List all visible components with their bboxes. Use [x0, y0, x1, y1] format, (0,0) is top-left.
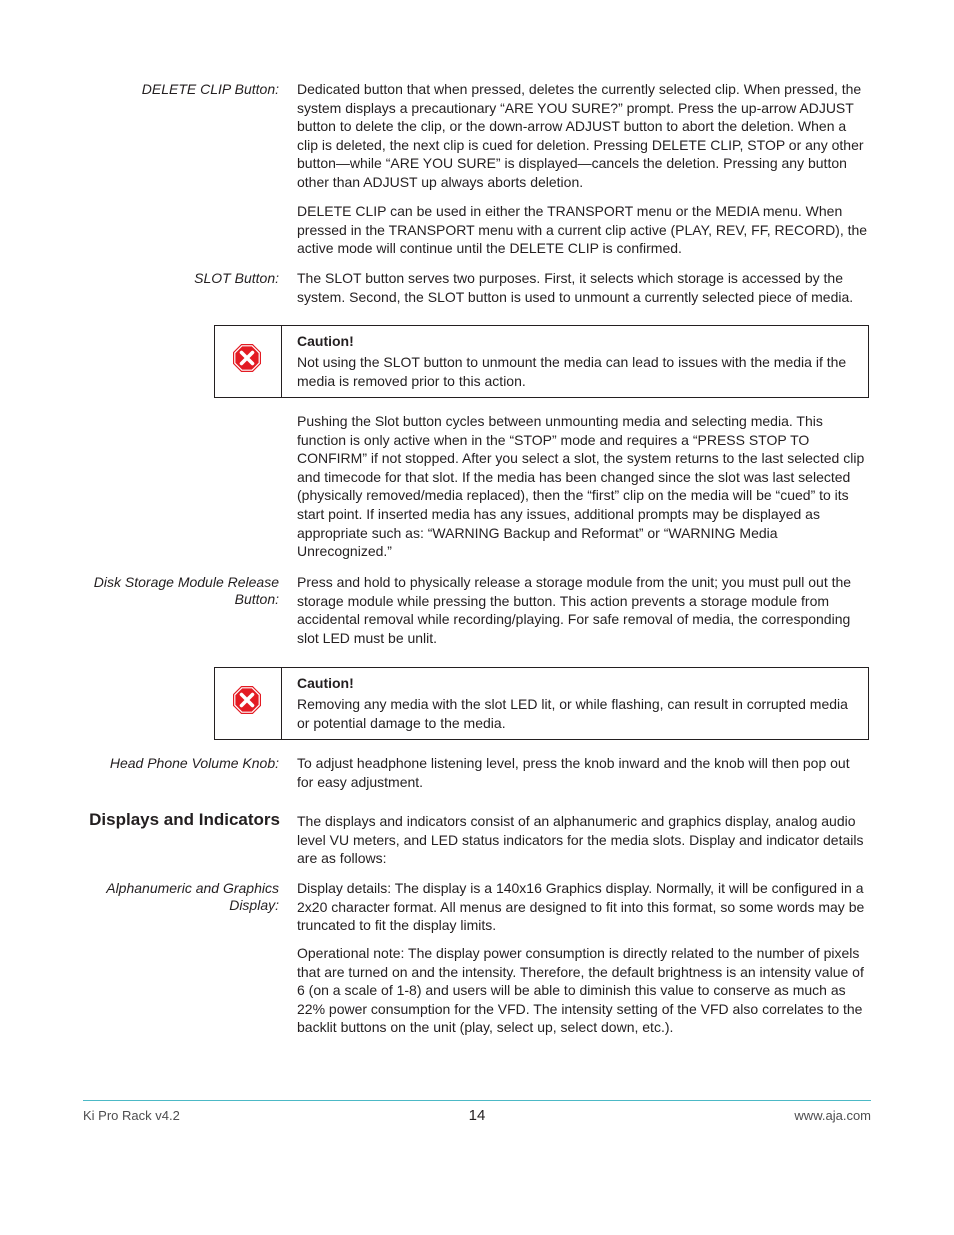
caution-title: Caution!	[297, 675, 354, 691]
slot-paragraph-1: The SLOT button serves two purposes. First, it selects which storage is accessed by the system. Second, the SLOT button is used to unmount a currently selected piece of media.	[297, 270, 854, 305]
caution-divider	[281, 326, 282, 397]
alnum-paragraph-2: Operational note: The display power consumption is directly related to the number of pixels that are turned on and the intensity. Therefore, the default brightness is an intensity value of 6 (on a scale of 1-8) and users will be able to diminish this value to conserve as much as 22% power consumption for the VFD. The intensity setting of the VFD also correlates to the backlit buttons on the unit (play, select up, select down, etc.).	[297, 945, 864, 1036]
caution-text: Removing any media with the slot LED lit, or while flashing, can result in corrupted media or potential damage to the media.	[297, 696, 848, 731]
term-disk-release	[59, 574, 279, 608]
page-number: 14	[468, 1107, 486, 1124]
caution-box-media	[214, 667, 869, 740]
term-alnum-display-line-1: Alphanumeric and Graphics	[106, 880, 279, 896]
term-headphone: Head Phone Volume Knob:	[109, 755, 279, 771]
footer-website: www.aja.com	[794, 1108, 871, 1123]
stop-x-octagon-icon	[233, 686, 261, 714]
caution-box-slot	[214, 325, 869, 398]
slot-paragraph-2: Pushing the Slot button cycles between unmounting media and selecting media. This function is only active when in the “STOP” mode and requires a “PRESS STOP TO CONFIRM” if not stopped. After you select a slot, the system returns to the last selected clip and timecode for that slot. If the media has been changed since the slot was last selected (physically removed/media replaced), then the “first” clip on the media will be “cued” to its start point. If inserted media has any issues, additional prompts may be displayed as appropriate such as: “WARNING Backup and Reformat” or “WARNING Media Unrecognized.”	[297, 413, 865, 560]
alnum-paragraph-1: Display details: The display is a 140x16 Graphics display. Normally, it will be configured in a 2x20 character format. All menus are designed to fit into this format, so some words may be truncated to fit the display limits.	[297, 880, 865, 934]
delete-clip-paragraph-1: Dedicated button that when pressed, deletes the currently selected clip. When pressed, the system displays a precautionary “ARE YOU SURE?” prompt. Press the up-arrow ADJUST button to delete the clip, or the down-arrow ADJUST button to abort the deletion. When a clip is deleted, the next clip is cued for deletion. Pressing DELETE CLIP, STOP or any other button—while “ARE YOU SURE” is displayed—cancels the deletion. Pressing any button other than ADJUST up always aborts deletion.	[297, 81, 864, 190]
stop-x-octagon-icon	[233, 344, 261, 372]
term-slot: SLOT Button:	[194, 270, 279, 286]
term-alnum-display-line-2: Display:	[229, 897, 279, 913]
footer-product: Ki Pro Rack v4.2	[83, 1108, 180, 1123]
displays-paragraph: The displays and indicators consist of an alphanumeric and graphics display, analog audio level VU meters, and LED status indicators for the media slots. Display and indicator details are as follows:	[297, 813, 864, 867]
caution-divider	[281, 668, 282, 739]
footer-rule	[83, 1100, 871, 1101]
disk-release-paragraph: Press and hold to physically release a storage module from the unit; you must pull out the storage module while pressing the button. This action prevents a storage module from accidental removal while recording/playing. For safe removal of media, the corresponding slot LED must be unlit.	[297, 574, 852, 646]
delete-clip-paragraph-2: DELETE CLIP can be used in either the TRANSPORT menu or the MEDIA menu. When pressed in the TRANSPORT menu with a current clip active (PLAY, REV, FF, RECORD), the active mode will continue until the DELETE CLIP is confirmed.	[297, 203, 868, 257]
caution-text: Not using the SLOT button to unmount the media can lead to issues with the media if the media is removed prior to this action.	[297, 354, 847, 389]
term-disk-release-line-2: Button:	[234, 591, 279, 607]
caution-title: Caution!	[297, 333, 354, 349]
term-alnum-display	[59, 880, 279, 914]
section-heading-displays: Displays and Indicators	[89, 810, 280, 829]
term-disk-release-line-1: Disk Storage Module Release	[93, 574, 279, 590]
term-delete-clip: DELETE CLIP Button:	[141, 81, 279, 97]
headphone-paragraph: To adjust headphone listening level, press the knob inward and the knob will then pop out for easy adjustment.	[297, 755, 850, 790]
